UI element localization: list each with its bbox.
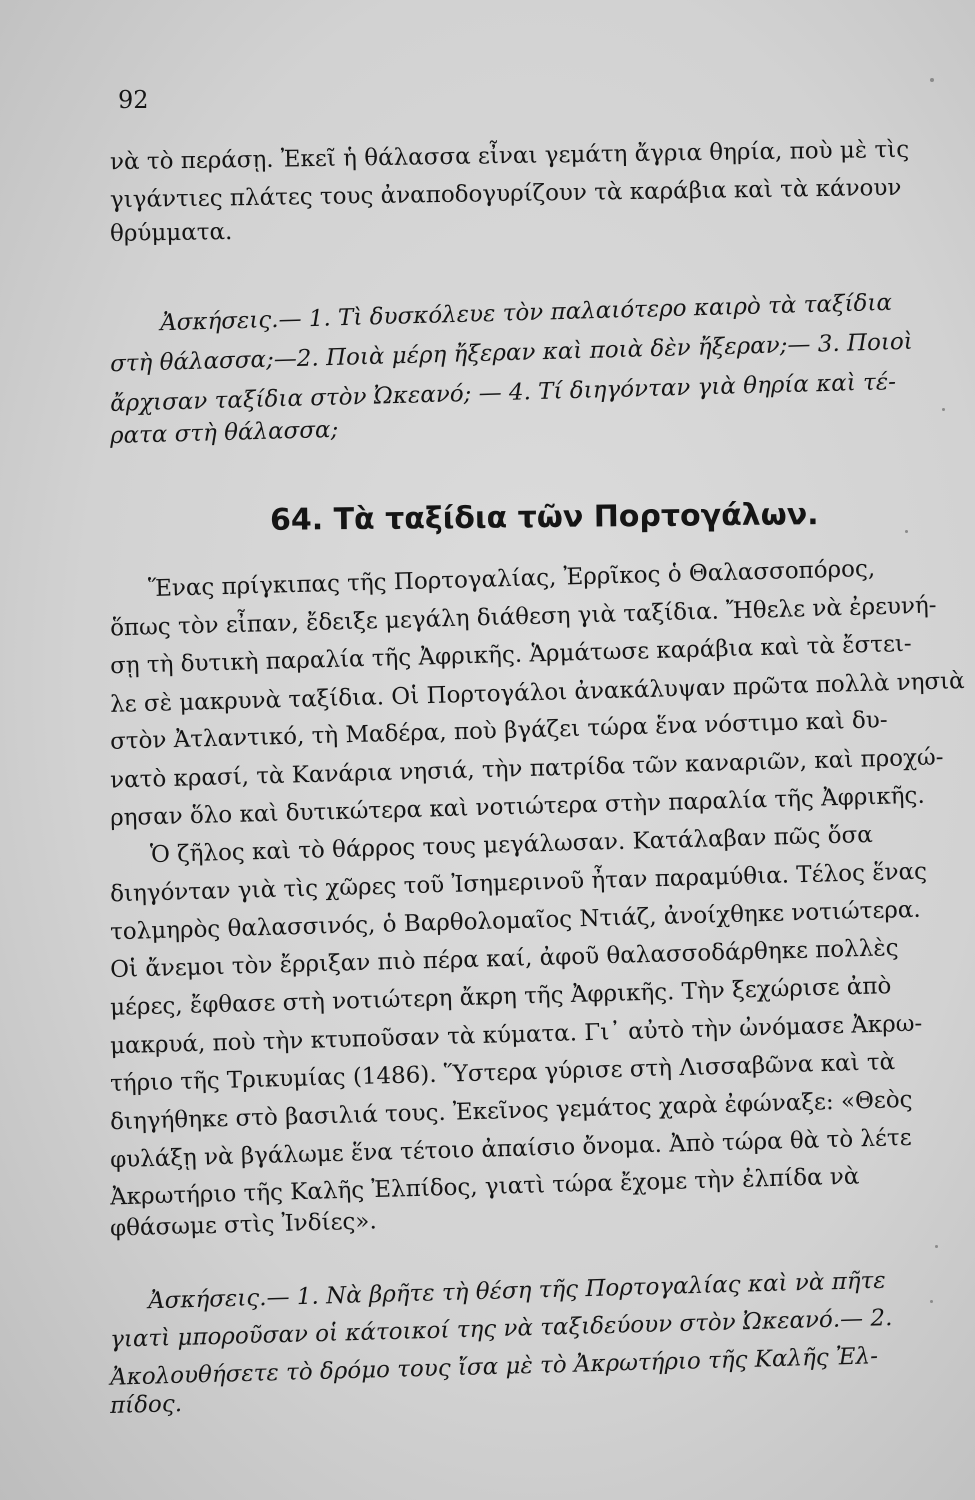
text-line: θρύμματα. xyxy=(109,219,233,247)
exercise-line: πίδος. xyxy=(109,1390,183,1420)
paper-speck xyxy=(905,530,908,533)
body-line: ὅπως τὸν εἶπαν, ἔδειξε μεγάλη διάθεση γιὰ ταξίδια. Ἤθελε νὰ ἐρευνή- xyxy=(109,592,937,642)
paper-speck xyxy=(930,1300,933,1303)
exercise-line: γιατὶ μποροῦσαν οἱ κάτοικοί της νὰ ταξιδεύουν στὸν Ὠκεανό.— 2. xyxy=(109,1305,893,1353)
exercise-line: Ἀσκήσεις.— 1. Τὶ δυσκόλευε τὸν παλαιότερο καιρὸ τὰ ταξίδια xyxy=(159,289,893,337)
text-line: νὰ τὸ περάσῃ. Ἐκεῖ ἡ θάλασσα εἶναι γεμάτη ἄγρια θηρία, ποὺ μὲ τὶς xyxy=(109,136,910,176)
body-line: μακρυά, ποὺ τὴν κτυποῦσαν τὰ κύματα. Γι᾿ αὐτὸ τὴν ὠνόμασε Ἀκρω- xyxy=(109,1010,923,1060)
body-line: ρησαν ὅλο καὶ δυτικώτερα καὶ νοτιώτερα στὴν παραλία τῆς Ἀφρικῆς. xyxy=(109,782,926,832)
page-number: 92 xyxy=(118,86,149,114)
text-line: γιγάντιες πλάτες τους ἀναποδογυρίζουν τὰ καράβια καὶ τὰ κάνουν xyxy=(109,174,902,214)
body-line: φυλάξῃ νὰ βγάλωμε ἕνα τέτοιο ἀπαίσιο ὄνομα. Ἀπὸ τώρα θὰ τὸ λέτε xyxy=(109,1124,912,1174)
exercise-line: στὴ θάλασσα;—2. Ποιὰ μέρη ἤξεραν καὶ ποιὰ δὲν ἤξεραν;— 3. Ποιοὶ xyxy=(109,328,914,378)
body-line: διηγόνταν γιὰ τὶς χῶρες τοῦ Ἰσημερινοῦ ἦταν παραμύθια. Τέλος ἕνας xyxy=(109,858,928,908)
body-line: Οἱ ἄνεμοι τὸν ἔρριξαν πιὸ πέρα καί, ἀφοῦ θαλασσοδάρθηκε πολλὲς xyxy=(109,934,899,984)
body-line: φθάσωμε στὶς Ἰνδίες». xyxy=(109,1208,378,1242)
body-line: νατὸ κρασί, τὰ Κανάρια νησιά, τὴν πατρίδα τῶν καναριῶν, καὶ προχώ- xyxy=(109,744,944,794)
body-line: Ἕνας πρίγκιπας τῆς Πορτογαλίας, Ἐρρῖκος ὁ Θαλασσοπόρος, xyxy=(147,555,876,603)
paper-speck xyxy=(930,78,934,82)
paper-speck xyxy=(942,408,945,411)
exercise-line: Ἀκολουθήσετε τὸ δρόμο τους ἴσα μὲ τὸ Ἀκρωτήριο τῆς Καλῆς Ἐλ- xyxy=(109,1343,879,1391)
body-line: Ἀκρωτήριο τῆς Καλῆς Ἐλπίδος, γιατὶ τώρα ἔχομε τὴν ἐλπίδα νὰ xyxy=(109,1163,860,1211)
paper-speck xyxy=(935,1245,938,1248)
body-line: σῃ τὴ δυτικὴ παραλία τῆς Ἀφρικῆς. Ἁρμάτωσε καράβια καὶ τὰ ἔστει- xyxy=(109,630,913,680)
body-line: λε σὲ μακρυνὰ ταξίδια. Οἱ Πορτογάλοι ἀνακάλυψαν πρῶτα πολλὰ νησιὰ xyxy=(109,668,966,718)
exercise-line: ρατα στὴ θάλασσα; xyxy=(109,416,339,450)
body-line: Ὁ ζῆλος καὶ τὸ θάρρος τους μεγάλωσαν. Κατάλαβαν πῶς ὅσα xyxy=(149,821,874,869)
body-line: μέρες, ἔφθασε στὴ νοτιώτερη ἄκρη τῆς Ἀφρικῆς. Τὴν ξεχώρισε ἀπὸ xyxy=(109,973,892,1021)
exercise-line: ἄρχισαν ταξίδια στὸν Ὠκεανό; — 4. Τί διηγόνταν γιὰ θηρία καὶ τέ- xyxy=(109,369,897,417)
body-line: διηγήθηκε στὸ βασιλιά τους. Ἐκεῖνος γεμάτος χαρὰ ἐφώναξε: «Θεὸς xyxy=(109,1086,913,1136)
body-line: τήριο τῆς Τρικυμίας (1486). Ὕστερα γύρισε στὴ Λισσαβῶνα καὶ τὰ xyxy=(109,1049,896,1097)
body-line: τολμηρὸς θαλασσινός, ὁ Βαρθολομαῖος Ντιάζ, ἀνοίχθηκε νοτιώτερα. xyxy=(109,896,922,946)
body-line: στὸν Ἀτλαντικό, τὴ Μαδέρα, ποὺ βγάζει τώρα ἕνα νόστιμο καὶ δυ- xyxy=(109,707,888,755)
section-title: 64. Τὰ ταξίδια τῶν Πορτογάλων. xyxy=(269,497,819,538)
exercise-line: Ἀσκήσεις.— 1. Νὰ βρῆτε τὴ θέση τῆς Πορτογαλίας καὶ νὰ πῆτε xyxy=(147,1267,886,1315)
